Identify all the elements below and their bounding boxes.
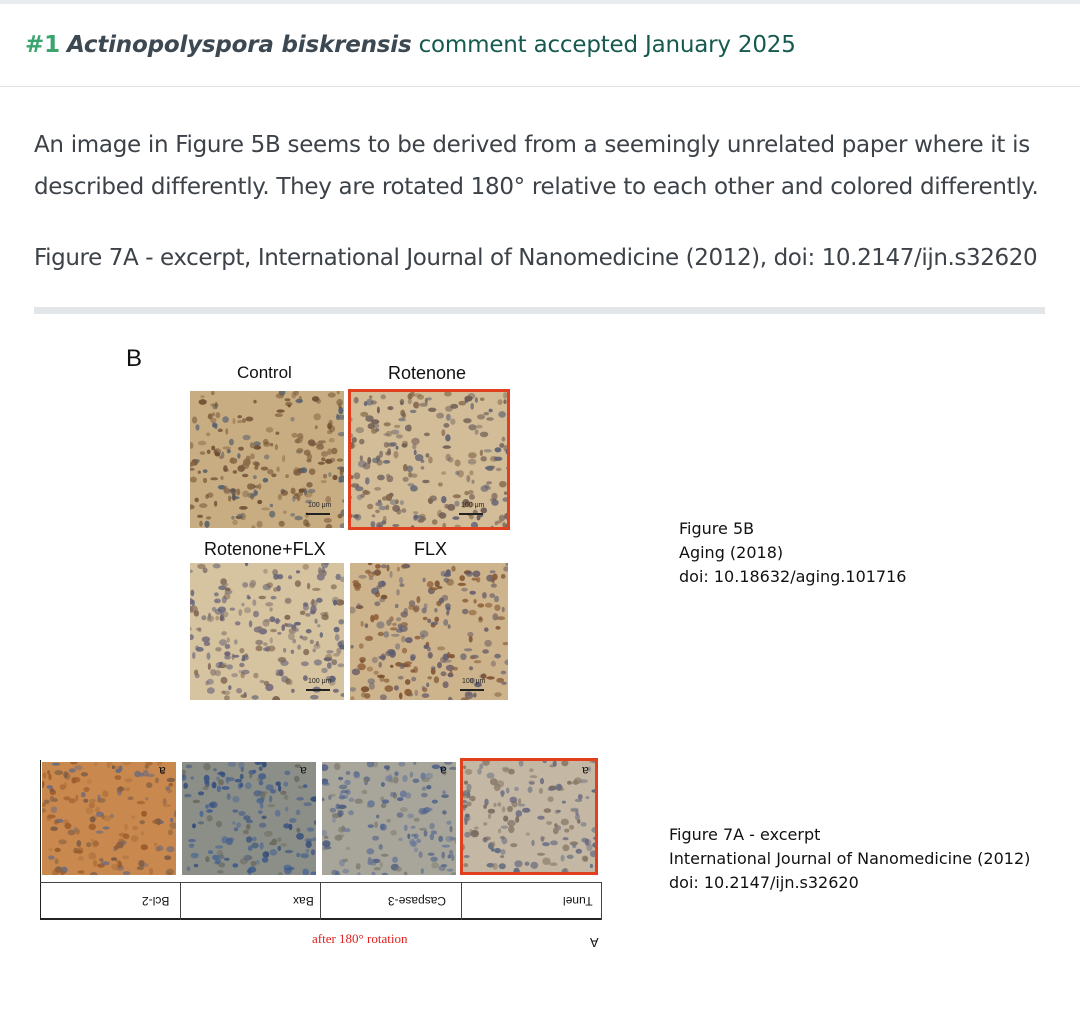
scale-label-4: 100 μm — [462, 678, 486, 685]
tile-mark-1: a — [159, 764, 166, 778]
tile-mark-2: a — [300, 764, 307, 778]
caption-5b-journal: Aging (2018) — [679, 543, 784, 562]
scale-bar-4 — [460, 689, 484, 691]
label-rotenone: Rotenone — [388, 363, 467, 383]
scale-label-1: 100 μm — [308, 502, 332, 509]
row-label-caspase3: Caspase-3 — [388, 894, 447, 908]
divider — [34, 307, 1045, 314]
caption-7a-title: Figure 7A - excerpt — [669, 825, 821, 844]
panel-letter-b: B — [126, 345, 143, 372]
tile-bcl2-texture — [42, 762, 176, 875]
tile-mark-3: a — [440, 764, 447, 778]
scale-bar-2 — [459, 513, 483, 515]
label-sep-2 — [320, 882, 321, 920]
scale-label-2: 100 μm — [461, 502, 485, 509]
highlight-box-rotenone — [348, 389, 510, 530]
comment-status: comment accepted January 2025 — [418, 32, 796, 58]
caption-5b-title: Figure 5B — [679, 519, 755, 538]
label-rotenone-flx: Rotenone+FLX — [204, 539, 326, 559]
panel-letter-a: A — [590, 935, 599, 950]
label-sep-1 — [180, 882, 181, 920]
label-sep-3 — [461, 882, 462, 920]
row-label-bcl2: Bcl-2 — [142, 894, 170, 908]
source-line: Figure 7A - excerpt, International Journal of Nanomedicine (2012), doi: 10.2147/ijn.s32620 — [34, 245, 1038, 271]
tile-mark-4: a — [582, 764, 589, 778]
comment-paragraph: An image in Figure 5B seems to be derived from a seemingly unrelated paper where it is described differently. They are rotated 180° relative to each other and colored differently. — [34, 132, 1039, 200]
tile-bax-texture — [182, 762, 316, 875]
tile-caspase3 — [322, 762, 456, 875]
species-name[interactable]: Actinopolyspora biskrensis — [67, 32, 412, 58]
caption-5b-doi: doi: 10.18632/aging.101716 — [679, 567, 907, 586]
row-label-bax: Bax — [293, 894, 314, 908]
highlight-box-tunel — [460, 758, 598, 875]
label-flx: FLX — [414, 539, 448, 559]
scale-bar-1 — [306, 513, 330, 515]
comment-number[interactable]: #1 — [25, 32, 60, 58]
caption-7a-doi: doi: 10.2147/ijn.s32620 — [669, 873, 859, 892]
label-sep-4 — [601, 882, 602, 920]
comment-heading — [25, 32, 796, 58]
tile-caspase3-texture — [322, 762, 456, 875]
label-control: Control — [237, 363, 292, 382]
tile-bax — [182, 762, 316, 875]
comment-header — [0, 4, 1080, 87]
scale-bar-3 — [306, 689, 330, 691]
tile-bcl2 — [42, 762, 176, 875]
rotation-note: after 180° rotation — [312, 931, 408, 946]
label-row — [40, 882, 602, 920]
caption-7a-journal: International Journal of Nanomedicine (2012) — [669, 849, 1031, 868]
scale-label-3: 100 μm — [308, 678, 332, 685]
row-label-tunel: Tunel — [563, 894, 593, 908]
